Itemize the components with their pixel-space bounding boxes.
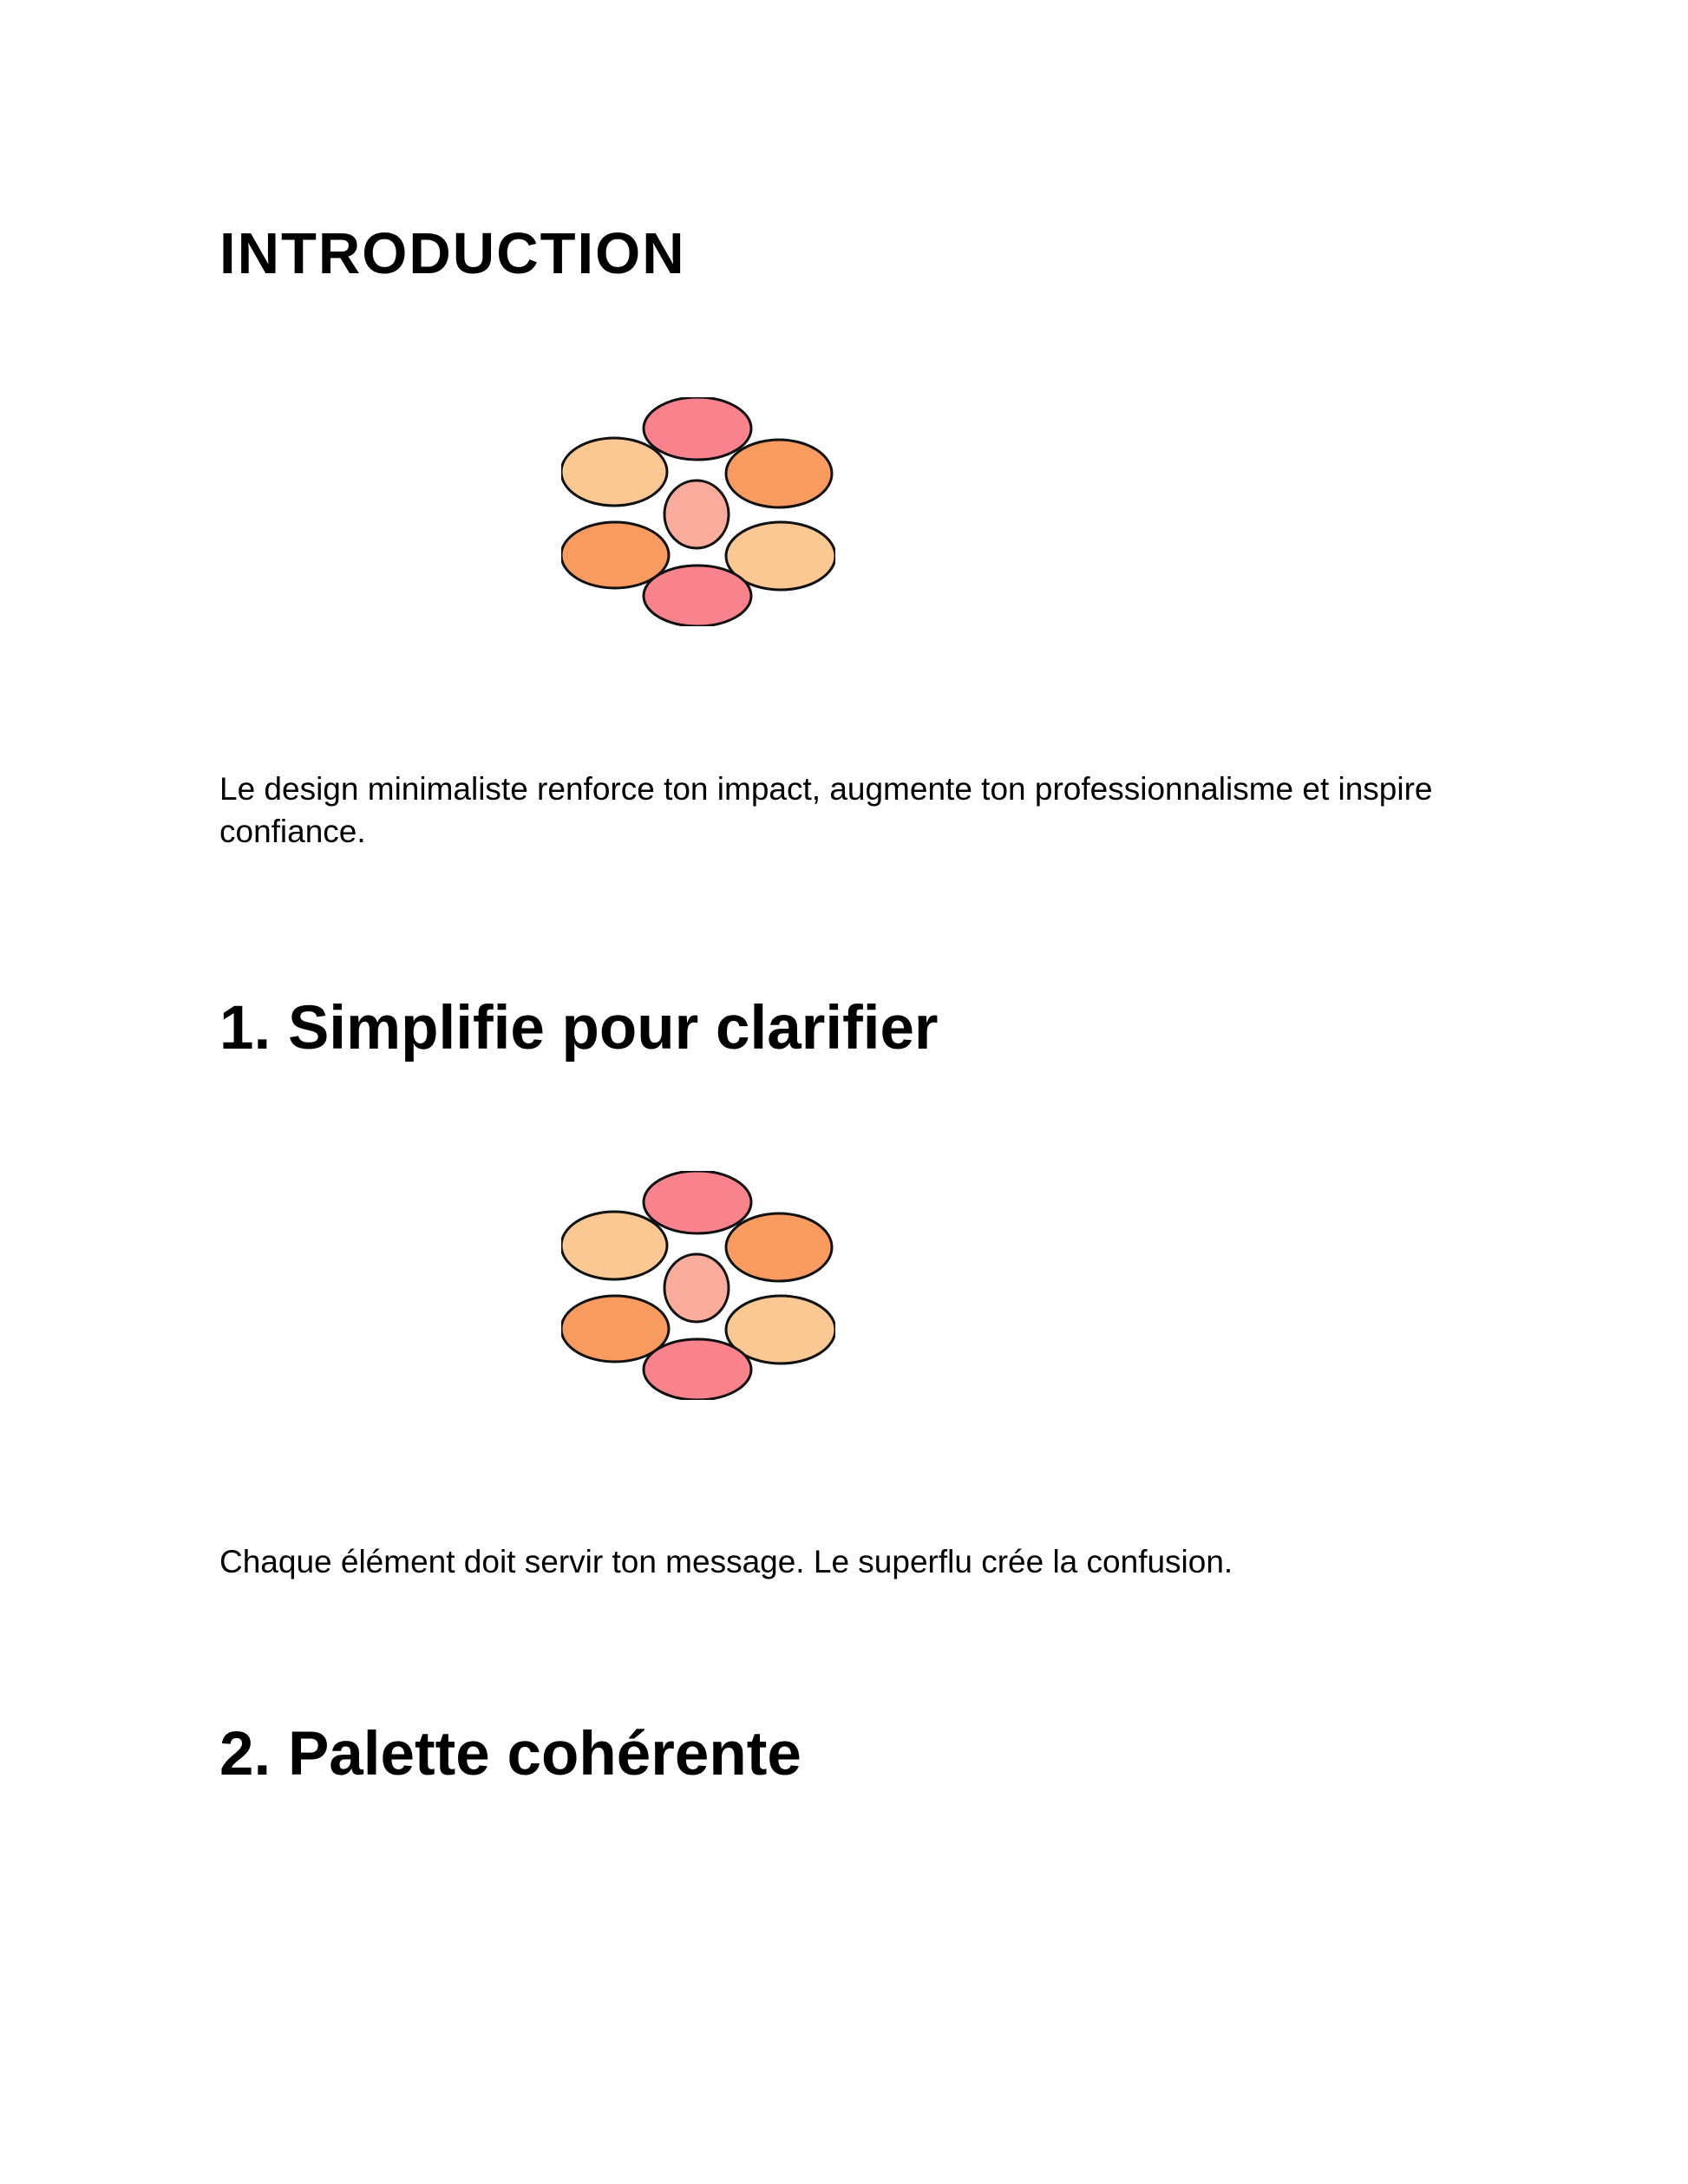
section2-heading: 2. Palette cohérente: [219, 1720, 801, 1788]
flower-upper-right-petal: [726, 1213, 832, 1281]
section1-paragraph: Chaque élément doit servir ton message. Le superflu crée la confusion.: [219, 1544, 1233, 1579]
flower-upper-right-petal: [726, 440, 832, 507]
flower-diagram-1: [561, 397, 835, 626]
flower-upper-left-petal: [561, 438, 667, 506]
flower-upper-left-petal: [561, 1212, 667, 1279]
flower-center-ellipse: [664, 1254, 729, 1322]
intro-heading: INTRODUCTION: [219, 221, 686, 286]
flower-top-petal: [644, 1171, 751, 1233]
flower-center-ellipse: [664, 481, 729, 548]
section1-heading: 1. Simplifie pour clarifier: [219, 994, 939, 1063]
flower-bottom-petal: [644, 566, 751, 626]
flower-diagram-2: [561, 1171, 835, 1400]
flower-bottom-petal: [644, 1339, 751, 1400]
flower-top-petal: [644, 397, 751, 460]
intro-paragraph: Le design minimaliste renforce ton impact, augmente ton professionnalisme et inspire confiance.: [219, 771, 1433, 849]
